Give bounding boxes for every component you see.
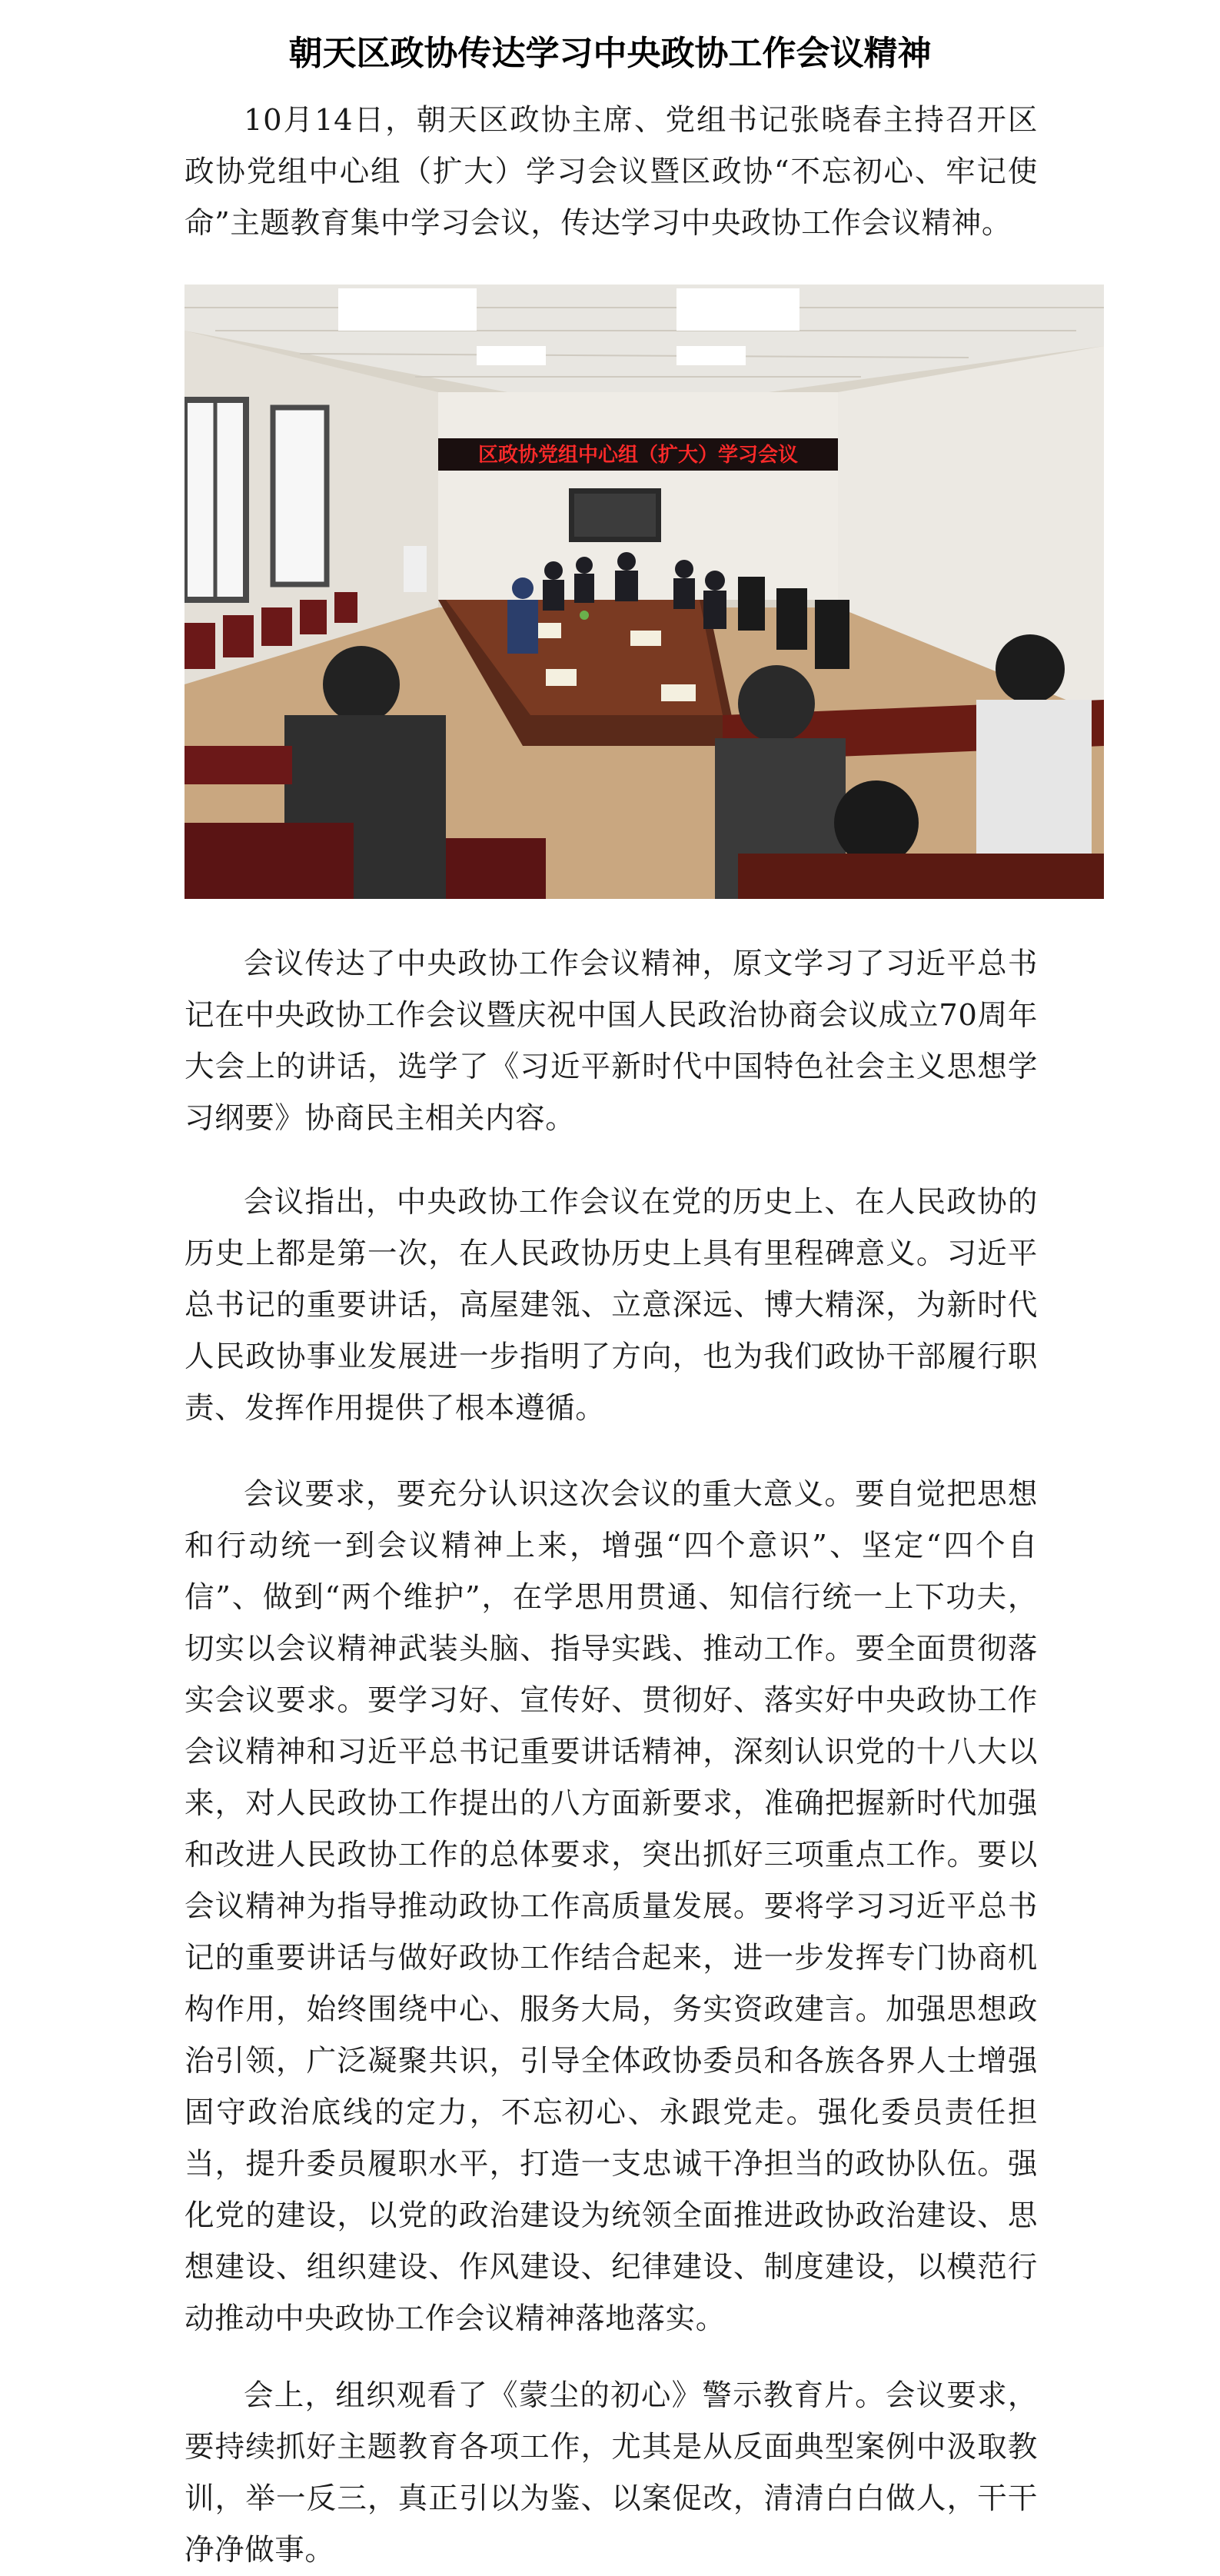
meeting-banner-text: 区政协党组中心组（扩大）学习会议 — [477, 444, 799, 467]
article-paragraph-5: 会上，组织观看了《蒙尘的初心》警示教育片。会议要求，要持续抓好主题教育各项工作，尤其是从反面典型案例中汲取教训，举一反三，真正引以为鉴、以案促改，清清白白做人，干干净净做事。 — [184, 2378, 1038, 2568]
meeting-photo — [184, 285, 1104, 899]
article-paragraph-4: 会议要求，要充分认识这次会议的重大意义。要自觉把思想和行动统一到会议精神上来，增强“四个意识”、坚定“四个自信”、做到“两个维护”，在学思用贯通、知信行统一上下功夫，切实以会议精神武装头脑、指导实践、推动工作。要全面贯彻落实会议要求。要学习好、宣传好、贯彻好、落实好中央政协工作会议精神和习近平总书记重要讲话精神，深刻认识党的十八大以来，对人民政协工作提出的八方面新要求，准确把握新时代加强和改进人民政协工作的总体要求，突出抓好三项重点工作。要以会议精神为指导推动政协工作高质量发展。要将学习习近平总书记的重要讲话与做好政协工作结合起来，进一步发挥专门协商机构作用，始终围绕中心、服务大局，务实资政建言。加强思想政治引领，广泛凝聚共识，引导全体政协委员和各族各界人士增强固守政治底线的定力，不忘初心、永跟党走。强化委员责任担当，提升委员履职水平，打造一支忠诚干净担当的政协队伍。强化党的建设，以党的政治建设为统领全面推进政协政治建设、思想建设、组织建设、作风建设、纪律建设、制度建设，以模范行动推动中央政协工作会议精神落地落实。 — [184, 1477, 1038, 2336]
article-paragraph-1: 10月14日，朝天区政协主席、党组书记张晓春主持召开区政协党组中心组（扩大）学习会议暨区政协“不忘初心、牢记使命”主题教育集中学习会议，传达学习中央政协工作会议精神。 — [184, 103, 1038, 241]
article-paragraph-3: 会议指出，中央政协工作会议在党的历史上、在人民政协的历史上都是第一次，在人民政协历史上具有里程碑意义。习近平总书记的重要讲话，高屋建瓴、立意深远、博大精深，为新时代人民政协事业发展进一步指明了方向，也为我们政协干部履行职责、发挥作用提供了根本遵循。 — [184, 1185, 1038, 1426]
article-paragraph-2: 会议传达了中央政协工作会议精神，原文学习了习近平总书记在中央政协工作会议暨庆祝中国人民政治协商会议成立70周年大会上的讲话，选学了《习近平新时代中国特色社会主义思想学习纲要》协商民主相关内容。 — [184, 947, 1038, 1136]
meeting-photo-illustration — [184, 285, 1104, 899]
article-title: 朝天区政协传达学习中央政协工作会议精神 — [288, 34, 932, 74]
